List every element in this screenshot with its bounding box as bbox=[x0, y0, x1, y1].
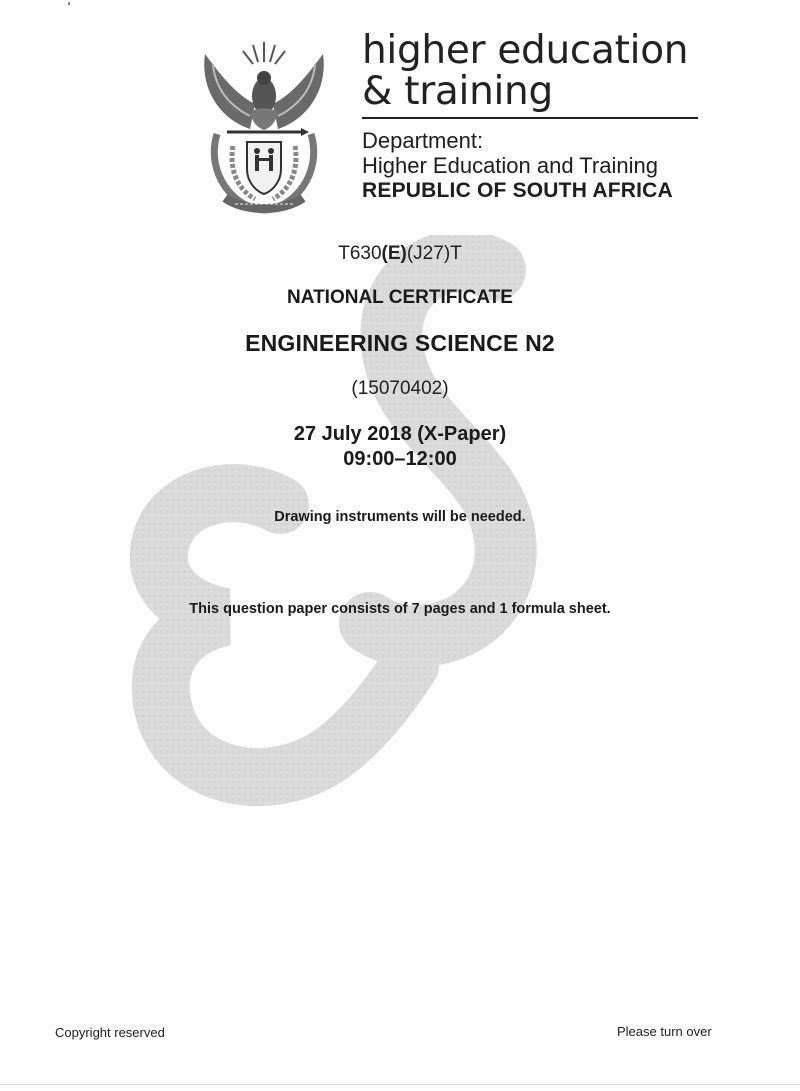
exam-date: 27 July 2018 (X-Paper) bbox=[293, 423, 507, 445]
subject-code: (15070402) bbox=[351, 378, 449, 399]
exam-time: 09:00–12:00 bbox=[343, 448, 457, 470]
paper-code bbox=[0, 243, 800, 265]
paper-code-language: (E) bbox=[381, 243, 407, 264]
watermark-logo-icon bbox=[130, 235, 590, 815]
brand-title bbox=[362, 30, 688, 112]
footer-turn-over: Please turn over bbox=[617, 1024, 712, 1039]
scan-speck bbox=[68, 2, 70, 5]
paper-code-prefix: T630 bbox=[338, 243, 382, 264]
department-name: Higher Education and Training bbox=[362, 153, 658, 178]
footer-copyright: Copyright reserved bbox=[55, 1025, 165, 1040]
paper-code-suffix: (J27)T bbox=[406, 243, 462, 264]
subject-title: ENGINEERING SCIENCE N2 bbox=[245, 330, 555, 356]
instruction-note: Drawing instruments will be needed. bbox=[274, 509, 526, 525]
page-count-note: This question paper consists of 7 pages and 1 formula sheet. bbox=[189, 601, 611, 617]
coat-of-arms-icon bbox=[195, 34, 333, 216]
department-block bbox=[362, 128, 673, 204]
department-label: Department: bbox=[362, 128, 484, 153]
country-name: REPUBLIC OF SOUTH AFRICA bbox=[362, 179, 673, 202]
brand-line-2: & training bbox=[362, 69, 553, 114]
page-bottom-edge bbox=[0, 1084, 800, 1085]
brand-divider bbox=[362, 117, 698, 119]
brand-line-1: higher education bbox=[362, 28, 689, 73]
certificate-title: NATIONAL CERTIFICATE bbox=[287, 287, 513, 308]
